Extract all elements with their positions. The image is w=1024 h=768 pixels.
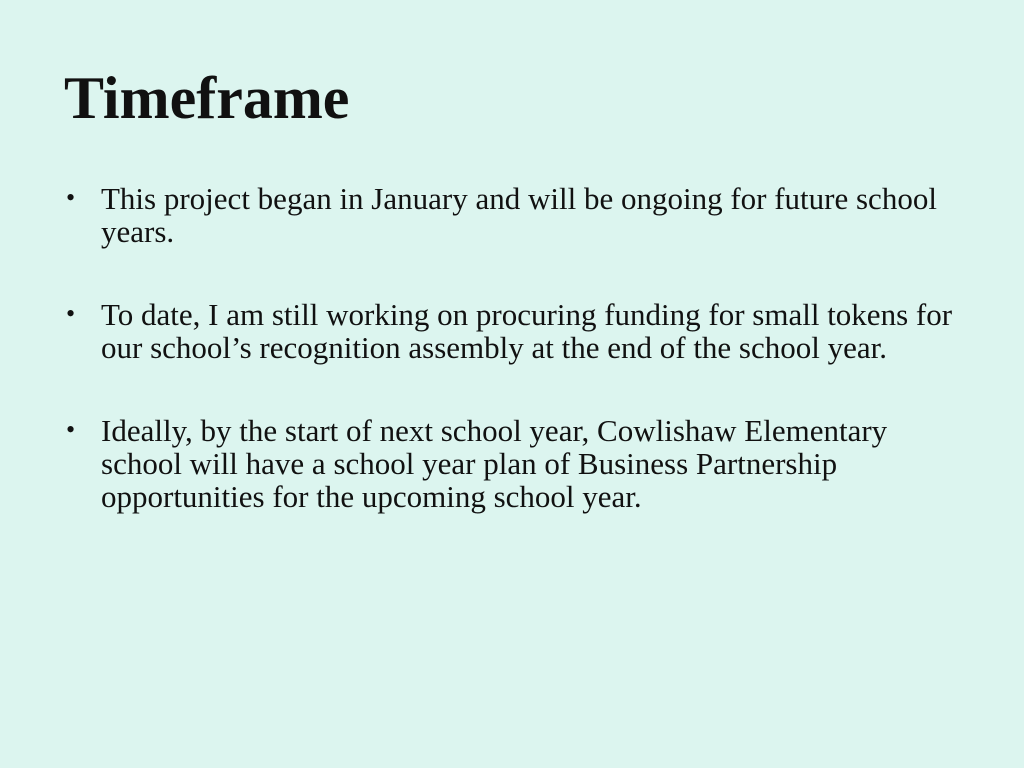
bullet-text: To date, I am still working on procuring funding for small tokens for our school’s recognition assembly at the end of the school year. xyxy=(101,297,953,365)
bullet-text: This project began in January and will be ongoing for future school years. xyxy=(101,181,937,249)
bullet-list xyxy=(66,182,966,563)
slide-title: Timeframe xyxy=(64,65,350,131)
bullet-item xyxy=(66,182,966,248)
bullet-dot-icon: • xyxy=(66,183,76,212)
bullet-text: Ideally, by the start of next school year, Cowlishaw Elementary school will have a school year plan of Business Partnership opportunities for the upcoming school year. xyxy=(101,413,888,514)
bullet-dot-icon: • xyxy=(66,415,76,444)
bullet-item xyxy=(66,298,966,364)
bullet-dot-icon: • xyxy=(66,299,76,328)
bullet-item xyxy=(66,414,966,513)
